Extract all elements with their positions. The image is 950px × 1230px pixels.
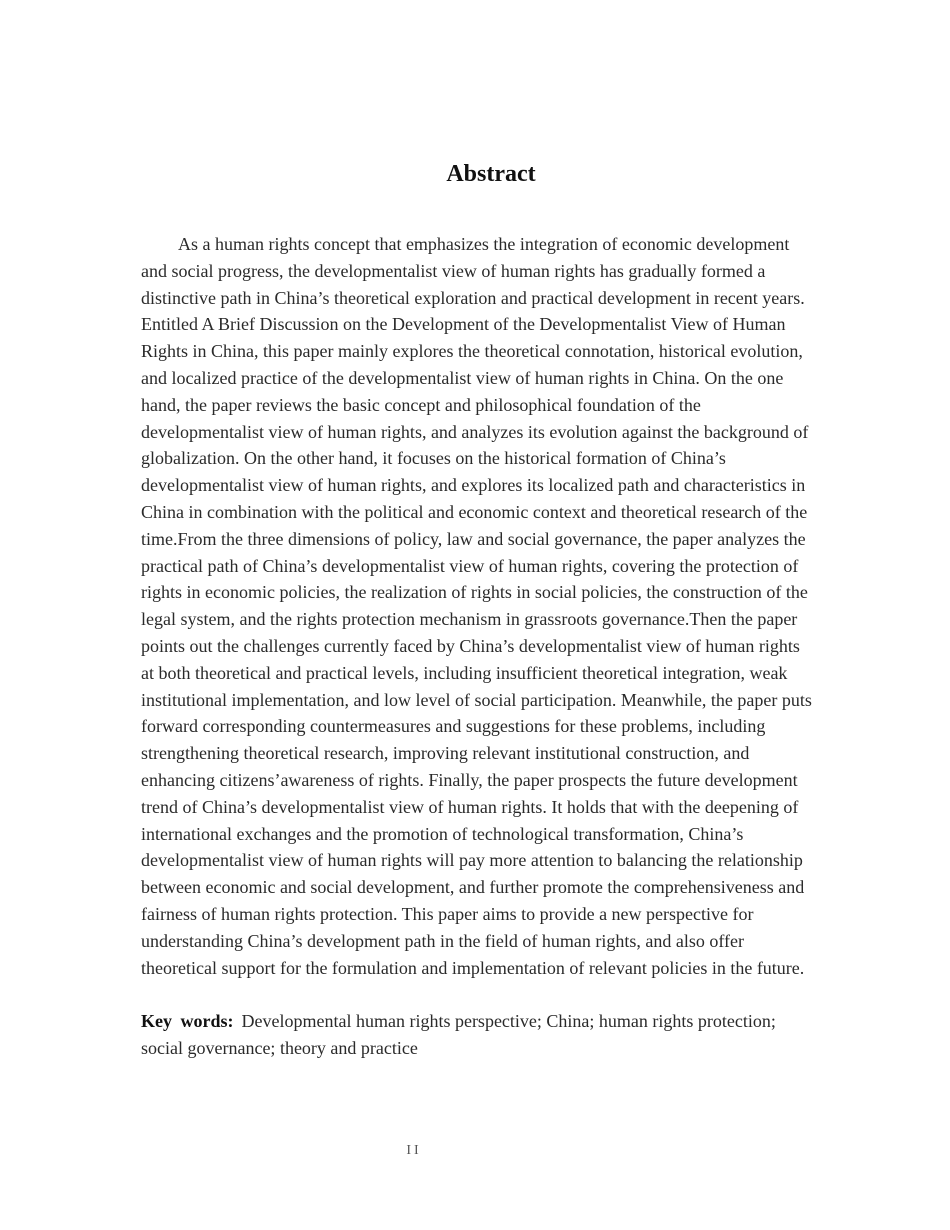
keywords-line: social governance; theory and practice bbox=[141, 1037, 418, 1058]
abstract-line: points out the challenges currently faced by China’s developmentalist view of human rights bbox=[141, 635, 800, 656]
abstract-line: and social progress, the developmentalist view of human rights has gradually formed a bbox=[141, 260, 766, 281]
abstract-line: at both theoretical and practical levels, including insufficient theoretical integration, weak bbox=[141, 662, 788, 683]
abstract-line: globalization. On the other hand, it focuses on the historical formation of China’s bbox=[141, 448, 726, 469]
page-title: Abstract bbox=[446, 161, 536, 187]
abstract-line: distinctive path in China’s theoretical exploration and practical development in recent years. bbox=[141, 287, 805, 308]
abstract-line: practical path of China’s developmentalist view of human rights, covering the protection of bbox=[141, 555, 799, 576]
abstract-line: developmentalist view of human rights will pay more attention to balancing the relationship bbox=[141, 850, 803, 871]
abstract-line: Rights in China, this paper mainly explores the theoretical connotation, historical evolution, bbox=[141, 341, 803, 362]
abstract-line: Entitled A Brief Discussion on the Development of the Developmentalist View of Human bbox=[141, 314, 786, 335]
abstract-line: trend of China’s developmentalist view of human rights. It holds that with the deepening of bbox=[141, 796, 799, 817]
abstract-line: fairness of human rights protection. This paper aims to provide a new perspective for bbox=[141, 903, 754, 924]
abstract-body bbox=[141, 231, 839, 981]
abstract-line: China in combination with the political and economic context and theoretical research of the bbox=[141, 501, 808, 522]
abstract-line: rights in economic policies, the realization of rights in social policies, the construction of the bbox=[141, 582, 808, 603]
abstract-line: developmentalist view of human rights, and explores its localized path and characteristics in bbox=[141, 475, 806, 496]
abstract-line: hand, the paper reviews the basic concept and philosophical foundation of the bbox=[141, 394, 701, 415]
abstract-line: between economic and social development, and further promote the comprehensiveness and bbox=[141, 877, 805, 898]
abstract-line: and localized practice of the developmentalist view of human rights in China. On the one bbox=[141, 367, 784, 388]
abstract-line: enhancing citizens’awareness of rights. Finally, the paper prospects the future development bbox=[141, 769, 798, 790]
abstract-line: As a human rights concept that emphasizes the integration of economic development bbox=[178, 234, 790, 254]
abstract-line: institutional implementation, and low level of social participation. Meanwhile, the paper puts bbox=[141, 689, 812, 710]
page-number: II bbox=[406, 1143, 422, 1158]
abstract-line: theoretical support for the formulation and implementation of relevant policies in the future. bbox=[141, 957, 805, 978]
abstract-line: forward corresponding countermeasures and suggestions for these problems, including bbox=[141, 716, 766, 737]
abstract-line: international exchanges and the promotion of technological transformation, China’s bbox=[141, 823, 744, 844]
abstract-line: understanding China’s development path in the field of human rights, and also offer bbox=[141, 930, 745, 951]
abstract-line: developmentalist view of human rights, and analyzes its evolution against the background of bbox=[141, 421, 809, 442]
keywords-line bbox=[141, 1008, 839, 1035]
keywords-label: Key words: bbox=[141, 1011, 234, 1031]
abstract-line: strengthening theoretical research, improving relevant institutional construction, and bbox=[141, 743, 750, 764]
abstract-line: time.From the three dimensions of policy, law and social governance, the paper analyzes the bbox=[141, 528, 806, 549]
keywords-section bbox=[141, 1008, 839, 1062]
keywords-text: Developmental human rights perspective; China; human rights protection; bbox=[241, 1011, 776, 1031]
abstract-line: legal system, and the rights protection mechanism in grassroots governance.Then the paper bbox=[141, 609, 798, 630]
